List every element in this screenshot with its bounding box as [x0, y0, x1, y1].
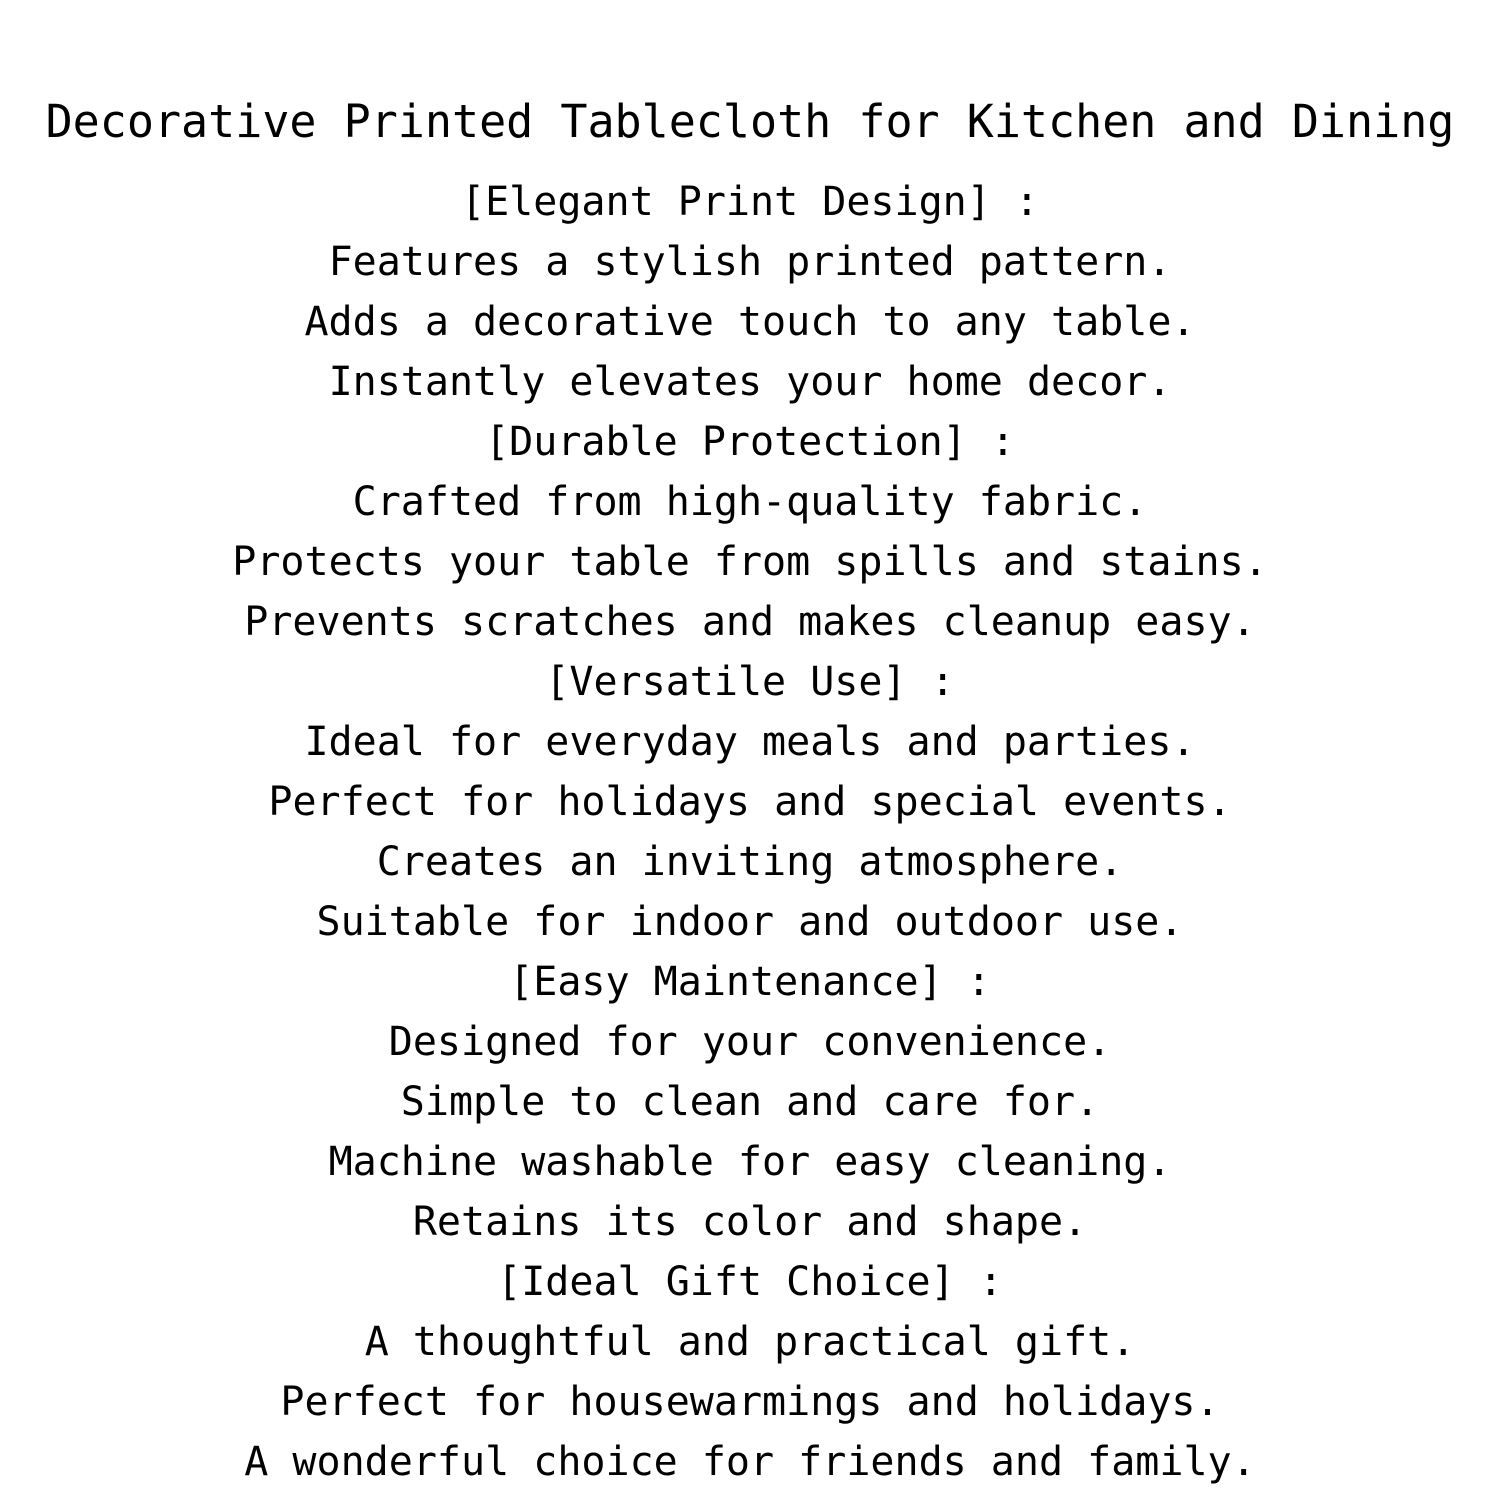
- section-line: Simple to clean and care for.: [400, 1079, 1100, 1125]
- section-line: Crafted from high-quality fabric.: [352, 479, 1148, 525]
- section-line: Retains its color and shape.: [412, 1199, 1088, 1245]
- section-line: Creates an inviting atmosphere.: [376, 839, 1124, 885]
- section-heading: [Durable Protection] :: [485, 419, 1015, 465]
- section-line: Adds a decorative touch to any table.: [304, 299, 1196, 345]
- section-line: A wonderful choice for friends and family.: [244, 1439, 1256, 1485]
- section-line: Features a stylish printed pattern.: [328, 239, 1172, 285]
- document-body: [0, 172, 1500, 1492]
- section-line: Designed for your convenience.: [388, 1019, 1112, 1065]
- section-heading: [Versatile Use] :: [545, 659, 955, 705]
- section-line: Suitable for indoor and outdoor use.: [316, 899, 1184, 945]
- section-line: Perfect for housewarmings and holidays.: [280, 1379, 1220, 1425]
- section-line: A thoughtful and practical gift.: [364, 1319, 1136, 1365]
- document-title: Decorative Printed Tablecloth for Kitchen and Dining: [45, 95, 1455, 148]
- section-line: Ideal for everyday meals and parties.: [304, 719, 1196, 765]
- section-line: Prevents scratches and makes cleanup easy.: [244, 599, 1256, 645]
- section-line: Machine washable for easy cleaning.: [328, 1139, 1172, 1185]
- section-line: Instantly elevates your home decor.: [328, 359, 1172, 405]
- section-line: Perfect for holidays and special events.: [268, 779, 1232, 825]
- section-heading: [Ideal Gift Choice] :: [497, 1259, 1003, 1305]
- section-heading: [Elegant Print Design] :: [461, 179, 1039, 225]
- section-line: Protects your table from spills and stains.: [232, 539, 1268, 585]
- section-heading: [Easy Maintenance] :: [509, 959, 991, 1005]
